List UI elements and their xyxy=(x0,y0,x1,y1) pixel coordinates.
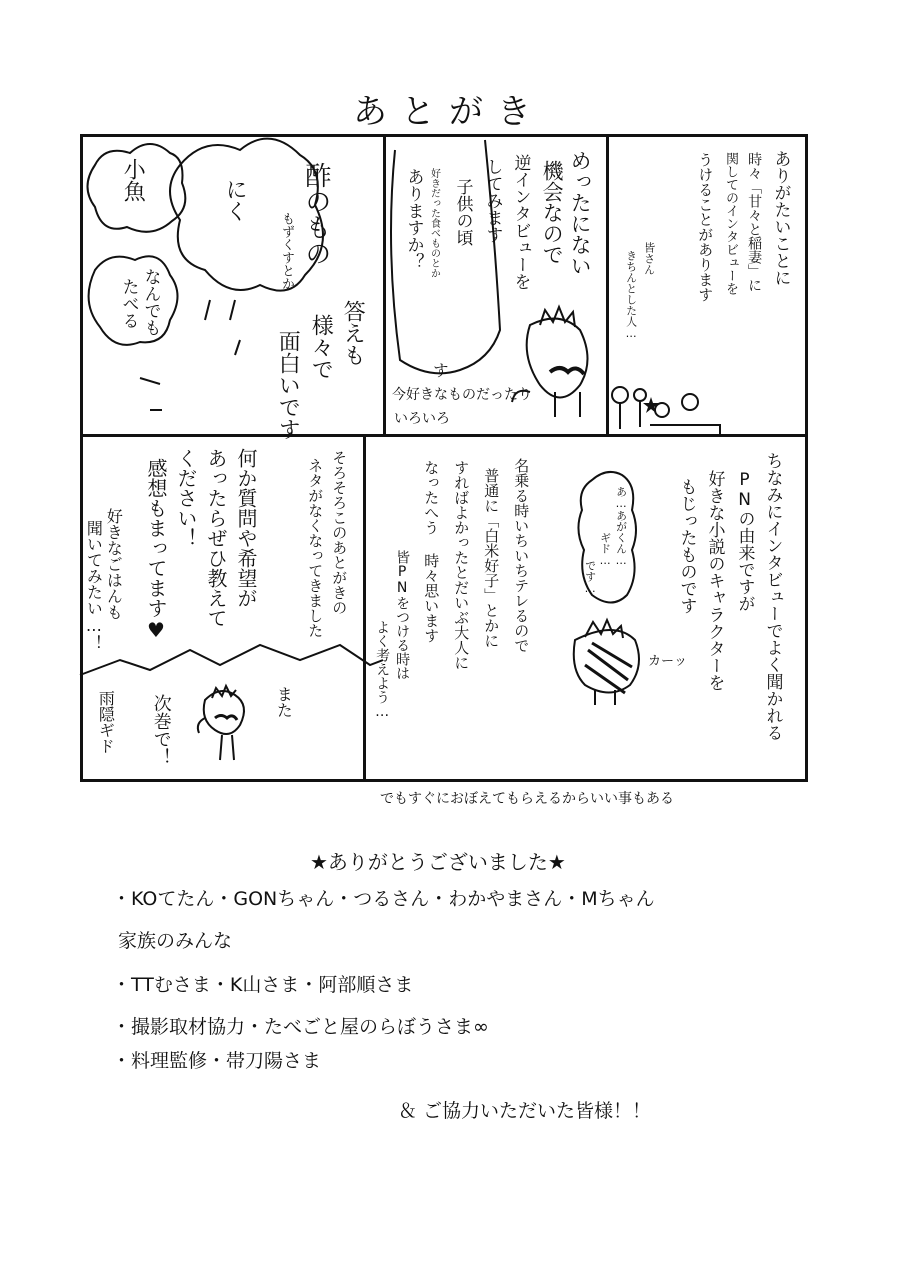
credit-line-3: ・TTむさま・K山さま・阿部順さま xyxy=(112,974,414,996)
author-signature: 雨隠ギド xyxy=(96,690,116,754)
zigzag-divider xyxy=(80,645,383,675)
panel5-bubble-3: です… xyxy=(583,560,597,595)
panel5-bubble-1: あ…あがくん… xyxy=(614,486,628,567)
figures-panel3 xyxy=(612,387,720,435)
panel2-note-su: す xyxy=(430,362,450,378)
thanks-heading: ★ありがとうございました★ xyxy=(310,850,566,874)
panel4-side-2: ネタがなくなってきました xyxy=(306,458,325,638)
footnote: でもすぐにおぼえてもらえるからいい事もある xyxy=(380,791,674,807)
credit-line-1: ・KOてたん・GONちゃん・つるさん・わかやまさん・Mちゃん xyxy=(112,888,655,910)
answer-line-1: 答えも xyxy=(340,300,366,366)
speech-tail-left xyxy=(140,378,162,410)
page-title: あとがき xyxy=(353,92,545,132)
bubble-text-sunomono: 酢のもの xyxy=(300,162,331,266)
panel4-small-1: 好きなごはんも xyxy=(104,508,124,620)
speech-tail-center xyxy=(205,300,240,355)
panel4-line-1: 何か質問や希望が xyxy=(234,448,258,608)
panel2-bubble-line-2: 好きだった食べものとか xyxy=(428,168,440,278)
panel2-bottom-line-2: いろいろ xyxy=(394,411,450,427)
panel5-note-1: 皆PNをつける時は xyxy=(394,550,411,680)
panel5-left-1: 名乗る時いちいちテレるので xyxy=(512,458,531,653)
panel3-small-1: 皆さん xyxy=(642,242,656,275)
panel2-line-1: めったにない xyxy=(568,150,593,276)
panel4-line-2: あったらぜひ教えて xyxy=(204,448,228,628)
bubble-text-niku: にく xyxy=(222,178,248,222)
panel3-line-4: うけることがあります xyxy=(696,152,715,302)
panel5-line-4: もじったものです xyxy=(676,478,697,614)
panel3-line-3: 関してのインタビューを xyxy=(722,152,738,295)
panel5-left-3: すればよかったとだいぶ大人に xyxy=(452,460,471,670)
panel5-line-2: PNの由来ですが xyxy=(734,470,755,612)
panel5-left-4: なったへう 時々思います xyxy=(422,460,441,643)
panel2-line-4: してみます xyxy=(482,158,503,243)
panel4-side-1: そろそろこのあとがきの xyxy=(330,450,349,615)
credit-line-5: ・料理監修・帯刀陽さま xyxy=(112,1050,322,1072)
panel5-bubble-2: ギド… xyxy=(598,532,612,567)
credit-line-2: 家族のみんな xyxy=(118,930,233,952)
panel5-line-3: 好きな小説のキャラクターを xyxy=(704,470,725,691)
credit-line-4: ・撮影取材協力・たべごと屋のらぼうさま∞ xyxy=(112,1016,489,1038)
bubble-text-nandemo-1: なんでも xyxy=(140,268,161,336)
sfx-ka: カーッ xyxy=(648,654,688,669)
panel4-line-3: ください！ xyxy=(174,448,198,548)
panel5-line-1: ちなみにインタビューでよく聞かれる xyxy=(762,452,783,741)
panel4-line-4: 感想もまってます♥ xyxy=(144,458,168,642)
panel5-left-2: 普通に「白米好子」とかに xyxy=(482,468,501,648)
note-mozuku: もずくすとか xyxy=(278,212,294,290)
panel2-line-3: 逆インタビューを xyxy=(510,154,531,290)
panel3-line-1: ありがたいことに xyxy=(770,150,791,286)
panel4-mata: また xyxy=(274,686,294,718)
bubble-text-kozakana: 小魚 xyxy=(120,158,146,202)
panel3-small-2: きちんとした人… xyxy=(624,250,638,340)
panel3-line-2: 時々「甘々と稲妻」に xyxy=(746,152,763,292)
panel2-bottom-line-1: 今好きなものだったり xyxy=(392,387,532,403)
panel4-small-2: 聞いてみたい…！ xyxy=(84,520,104,651)
panel2-bubble-line-3: ありますか？ xyxy=(403,168,424,270)
panel2-line-2: 機会なので xyxy=(540,160,565,265)
panel4-next-volume: 次巻で！ xyxy=(150,694,172,766)
panel5-note-2: よく考えよう… xyxy=(374,620,391,720)
panel2-bubble-line-1: 子供の頃 xyxy=(452,178,473,246)
closing-line: ＆ ご協力いただいた皆様！！ xyxy=(398,1100,652,1122)
answer-line-3: 面白いです xyxy=(275,330,301,440)
bubble-text-nandemo-2: たべる xyxy=(118,278,139,329)
character-panel5 xyxy=(574,620,639,705)
answer-line-2: 様々で xyxy=(308,314,334,380)
character-panel4 xyxy=(198,686,244,760)
